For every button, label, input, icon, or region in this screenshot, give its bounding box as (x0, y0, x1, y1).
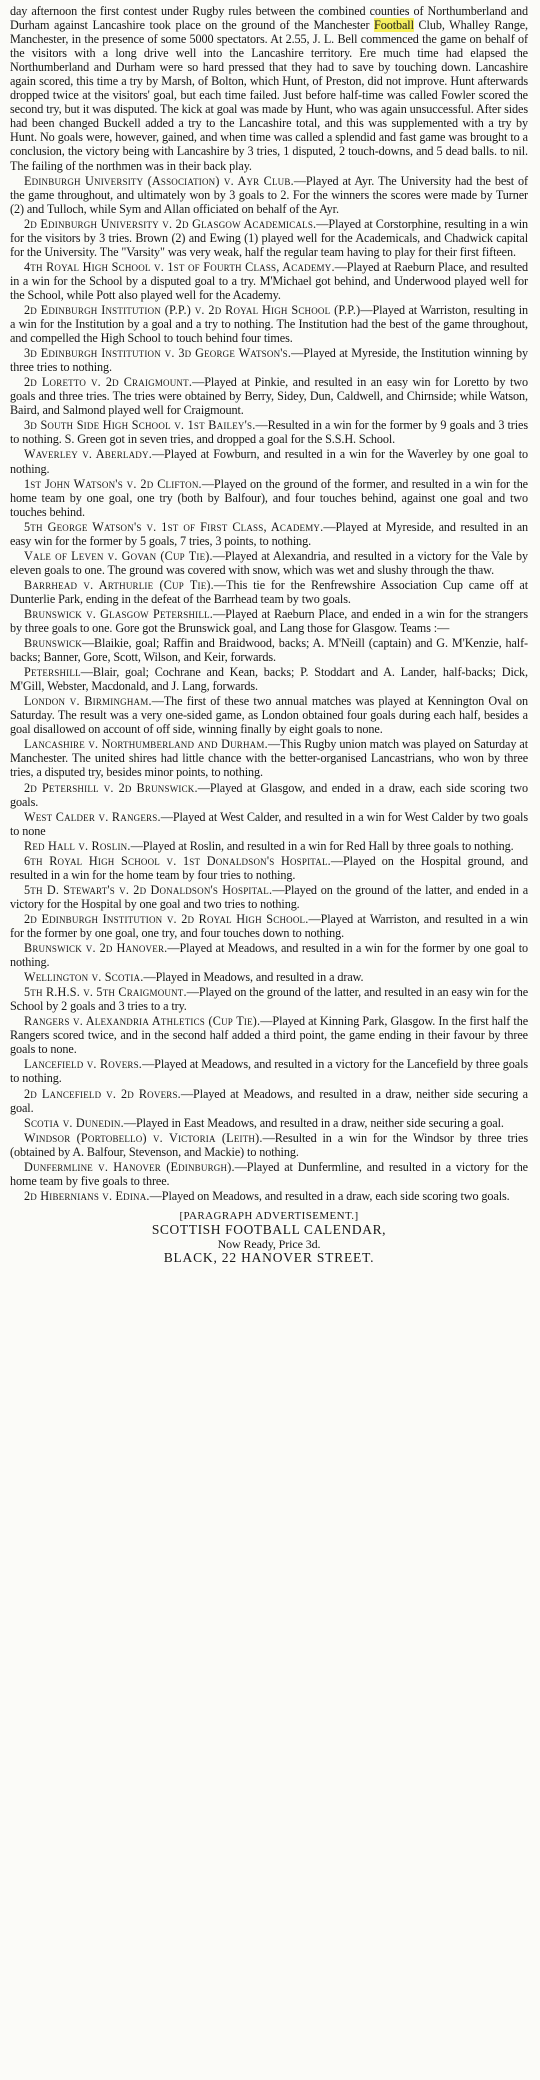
match-heading: Lancefield v. Rovers. (24, 1057, 143, 1072)
dash-separator: — (291, 346, 304, 361)
dash-separator: — (81, 636, 95, 651)
dash-separator: — (213, 606, 226, 621)
match-report (10, 636, 528, 664)
match-report (10, 970, 528, 984)
dash-separator: — (142, 1057, 155, 1072)
ad-status: Now Ready, Price 3d. (217, 1236, 321, 1251)
match-report (10, 1014, 528, 1056)
match-body: The first of these two annual matches was played at Kennington Oval on Saturday. The result was a very one-sided game, as London obtained four goals during each half, besides a goal disallowed on account of off side, winning finally by eight goals to none. (10, 694, 528, 737)
match-heading: 5th D. Stewart's v. 2d Donaldson's Hospital. (24, 882, 273, 897)
match-report (10, 477, 528, 519)
dash-separator: — (262, 1130, 275, 1145)
match-body: Played at Dunfermline, and resulted in a victory for the home team by five goals to three. (10, 1159, 528, 1188)
match-body: Played at Kinning Park, Glasgow. In the first half the Rangers scored twice, and in the second half added a third point, the game ending in their favour by three goals to none. (10, 1014, 528, 1057)
match-heading: 2d Lancefield v. 2d Rovers. (24, 1086, 181, 1101)
lead-paragraph (10, 4, 528, 173)
match-heading: 4th Royal High School v. 1st of Fourth Class, Academy. (24, 259, 335, 274)
dash-separator: — (197, 780, 210, 795)
match-report (10, 1087, 528, 1115)
match-body: Played at West Calder, and resulted in a win for West Calder by two goals to none (10, 809, 528, 838)
match-body: Played in Meadows, and resulted in a draw. (155, 970, 364, 985)
dash-separator: — (201, 476, 214, 491)
match-heading: 3d South Side High School v. 1st Bailey's. (24, 418, 256, 433)
match-heading: 2d Edinburgh Institution v. 2d Royal High School. (24, 911, 309, 926)
match-report (10, 839, 528, 853)
match-heading: 5th R.H.S. v. 5th Craigmount. (24, 985, 187, 1000)
match-body: Resulted in a win for the former by 9 goals and 3 tries to nothing. S. Green got in seven tries, and dropped a goal for the S.S.H. School. (10, 418, 528, 447)
match-heading: 2d Petershill v. 2d Brunswick. (24, 780, 198, 795)
dash-separator: — (272, 882, 285, 897)
match-body: Played on Meadows, and resulted in a draw, each side scoring two goals. (161, 1188, 510, 1203)
dash-separator: — (192, 375, 205, 390)
match-report (10, 549, 528, 577)
match-report (10, 447, 528, 475)
match-report (10, 883, 528, 911)
match-heading: 6th Royal High School v. 1st Donaldson's Hospital. (24, 853, 331, 868)
dash-separator: — (130, 838, 143, 853)
match-body: Played at Raeburn Place, and resulted in a win for the School by a disputed goal to a try. M'Michael got behind, and Underwood played well for the School, while Pott also played well for the Academy. (10, 259, 528, 302)
lead-text-start: day afternoon the first contest under Rugby rules between the combined counties of Northumberland and Durham against Lancashire took place on the ground of the Manchester (10, 4, 528, 33)
dash-separator: — (151, 694, 164, 709)
match-report (10, 854, 528, 882)
paragraph-advertisement (10, 1209, 528, 1265)
match-body: Played at Warriston, resulting in a win for the Institution by a goal and a try to nothing. The Institution had the best of the game throughout, and compelled the High School to touch behind four times. (10, 302, 528, 346)
dash-separator: — (308, 911, 321, 926)
match-body: Played on the ground of the latter, and ended in a victory for the Hospital by one goal and two tries to nothing. (10, 882, 528, 911)
match-body: Played on the ground of the latter, and resulted in an easy win for the School by 2 goals and 3 tries to a try. (10, 985, 529, 1014)
dash-separator: — (293, 173, 306, 188)
match-heading: Wellington v. Scotia. (24, 970, 144, 985)
dash-separator: — (234, 1159, 247, 1174)
match-body: Played at Alexandria, and resulted in a victory for the Vale by eleven goals to one. The ground was covered with snow, which was wet and slushy through the thaw. (10, 548, 528, 577)
match-report (10, 1131, 528, 1159)
match-body: Played at Pinkie, and resulted in an easy win for Loretto by two goals and three tries. The tries were obtained by Berry, Sidey, Dun, Caldwell, and Chirnside; while Watson, Baird, and Salmond played well for Craigmount. (10, 375, 528, 418)
match-heading: London v. Birmingham. (24, 694, 152, 709)
dash-separator: — (160, 809, 173, 824)
match-body: Resulted in a win for the Windsor by three tries (obtained by A. Balfour, Stevenson, and Mackie) to nothing. (10, 1130, 528, 1159)
ad-title: SCOTTISH FOOTBALL CALENDAR, (151, 1221, 387, 1237)
match-heading: 2d Hibernians v. Edina. (24, 1188, 150, 1203)
match-body: Played at Warriston, and resulted in a win for the former by one goal, one try, and four touches down to nothing. (10, 911, 528, 940)
match-report (10, 174, 528, 216)
dash-separator: — (323, 519, 336, 534)
match-heading: Scotia v. Dunedin. (24, 1115, 124, 1130)
dash-separator: — (267, 737, 280, 752)
dash-separator: — (260, 1014, 273, 1029)
match-heading: 3d Edinburgh Institution v. 3d George Watson's. (24, 346, 292, 361)
match-heading: Dunfermline v. Hanover (Edinburgh). (24, 1159, 235, 1174)
dash-separator: — (360, 302, 373, 317)
dash-separator: — (186, 985, 199, 1000)
match-heading: Waverley v. Aberlady. (24, 447, 152, 462)
match-report (10, 418, 528, 446)
match-body: This tie for the Renfrewshire Association Cup came off at Dunterlie Park, ending in the defeat of the Barrhead team by two goals. (10, 577, 528, 606)
ad-note: [PARAGRAPH ADVERTISEMENT.] (179, 1209, 359, 1222)
match-report (10, 578, 528, 606)
dash-separator: — (334, 259, 347, 274)
match-body: Played at Meadows, and resulted in a victory for the Lancefield by three goals to nothing. (10, 1057, 528, 1086)
match-heading: 2d Loretto v. 2d Craigmount. (24, 375, 193, 390)
match-report (10, 985, 528, 1013)
match-heading: Edinburgh University (Association) v. Ayr Club. (24, 173, 294, 188)
match-heading: Vale of Leven v. Govan (Cup Tie). (24, 548, 213, 563)
match-heading: Windsor (Portobello) v. Victoria (Leith). (24, 1130, 263, 1145)
dash-separator: — (167, 941, 180, 956)
match-report (10, 346, 528, 374)
match-report (10, 1189, 528, 1203)
match-body: Played in East Meadows, and resulted in a draw, neither side securing a goal. (135, 1115, 504, 1130)
dash-separator: — (123, 1115, 136, 1130)
match-report (10, 1160, 528, 1188)
match-body: Played at Raeburn Place, and ended in a win for the strangers by three goals to one. Gore got the Brunswick goal, and Lang those for Glasgow. Teams :— (10, 606, 528, 636)
highlighted-search-term: Football (374, 18, 414, 33)
dash-separator: — (149, 1188, 162, 1203)
ad-address: BLACK, 22 HANOVER STREET. (163, 1250, 375, 1266)
match-heading: 2d Edinburgh University v. 2d Glasgow Academicals. (24, 216, 317, 231)
dash-separator: — (212, 548, 225, 563)
match-report (10, 810, 528, 838)
match-heading: Brunswick v. 2d Hanover. (24, 941, 168, 956)
match-body: This Rugby union match was played on Saturday at Manchester. The united shires had little chance with the better-organised Lancastrians, who won by three tries, a disputed try, besides minor points, to nothing. (10, 737, 528, 780)
match-heading: Rangers v. Alexandria Athletics (Cup Tie). (24, 1014, 261, 1029)
dash-separator: — (143, 970, 156, 985)
match-report (10, 1116, 528, 1130)
dash-separator: — (330, 853, 343, 868)
match-heading: Red Hall v. Roslin. (24, 838, 131, 853)
match-report (10, 941, 528, 969)
match-body: Blair, goal; Cochrane and Kean, backs; P. Stoddart and A. Lander, half-backs; Dick, M'Gill, Webster, Macdonald, and J. Lang, forwards. (10, 665, 528, 694)
match-report (10, 737, 528, 779)
dash-separator: — (80, 665, 93, 680)
match-heading: Barrhead v. Arthurlie (Cup Tie). (24, 577, 214, 592)
dash-separator: — (255, 418, 268, 433)
match-body: Played at Corstorphine, resulting in a win for the visitors by 3 tries. Brown (2) and Ewing (1) played well for the Academicals, and Chadwick capital for the University. The "Varsity" was very weak, half the regular team having to play for their first fifteen. (10, 216, 528, 259)
dash-separator: — (151, 447, 165, 462)
match-body: Played on the ground of the former, and resulted in a win for the home team by one goal, one try (both by Balfour), and four touches behind, against one goal and two touches behind. (10, 476, 528, 519)
match-heading: Petershill (24, 665, 81, 680)
dash-separator: — (316, 216, 329, 231)
match-body: Played on the Hospital ground, and resulted in a win for the home team by four tries to nothing. (10, 853, 528, 882)
match-body: Played at Roslin, and resulted in a win for Red Hall by three goals to nothing. (142, 838, 514, 853)
match-report (10, 694, 528, 736)
match-report (10, 520, 528, 548)
match-report (10, 303, 528, 345)
match-report (10, 607, 528, 635)
match-body: Played at Myreside, the Institution winning by three tries to nothing. (10, 346, 528, 375)
match-body: Blaikie, goal; Raffin and Braidwood, backs; A. M'Neill (captain) and G. M'Kenzie, half-backs; Banner, Gore, Scott, Wilson, and Keir, forwards. (10, 636, 528, 665)
match-heading: 1st John Watson's v. 2d Clifton. (24, 476, 202, 491)
dash-separator: — (180, 1086, 194, 1101)
match-body: Played at Ayr. The University had the best of the game throughout, and ultimately won by 3 goals to 2. For the winners the scores were made by Turner (2) and Tulloch, while Sym and Allan officiated on behalf of the Ayr. (10, 173, 529, 216)
match-heading: 5th George Watson's v. 1st of First Class, Academy. (24, 519, 324, 534)
match-heading: 2d Edinburgh Institution (P.P.) v. 2d Royal High School (P.P.) (24, 302, 361, 317)
match-body: Played at Meadows, and resulted in a draw, neither side securing a goal. (10, 1086, 528, 1115)
match-report (10, 781, 528, 809)
match-reports (10, 174, 528, 1203)
match-body: Played at Fowburn, and resulted in a win for the Waverley by one goal to nothing. (10, 447, 529, 476)
match-heading: West Calder v. Rangers. (24, 809, 161, 824)
match-report (10, 665, 528, 693)
match-body: Played at Glasgow, and ended in a draw, each side scoring two goals. (10, 780, 528, 809)
match-body: Played at Meadows, and resulted in a win for the former by one goal to nothing. (10, 941, 528, 970)
match-report (10, 260, 528, 302)
match-heading: Lancashire v. Northumberland and Durham. (24, 737, 268, 752)
match-report (10, 217, 528, 259)
match-heading: Brunswick v. Glasgow Petershill. (24, 606, 214, 621)
match-report (10, 1057, 528, 1085)
match-report (10, 375, 528, 417)
match-body: Played at Myreside, and resulted in an easy win for the former by 5 goals, 7 tries, 3 points, to nothing. (10, 519, 528, 548)
match-heading: Brunswick (24, 636, 82, 651)
match-report (10, 912, 528, 940)
dash-separator: — (213, 577, 227, 592)
lead-text-end: Club, Whalley Range, Manchester, in the presence of some 5000 spectators. At 2.55, J. L. Bell commenced the game on behalf of the visitors with a long drive well into the Lancashire territory. Ere much time had elapsed the Northumberland and Durham were so hard pressed that they had to save by touching down. Lancashire again scored, this time a try by Marsh, of Bolton, which Hunt, of Preston, did not improve. Hunt afterwards dropped twice at the visitors' goal, but each time failed. Just before half-time was called Fowler scored the second try, but it was disputed. The kick at goal was made by Hunt, who was again unsuccessful. After sides had been changed Buckell added a try to the Lancashire total, and this was supplemented with a try by Hunt. No goals were, however, gained, and when time was called a splendid and fast game was brought to a conclusion, the victory being with Lancashire by 3 tries, 1 disputed, 2 touch-downs, and 5 dead balls. to nil. The failing of the northmen was in their back play. (10, 18, 528, 173)
